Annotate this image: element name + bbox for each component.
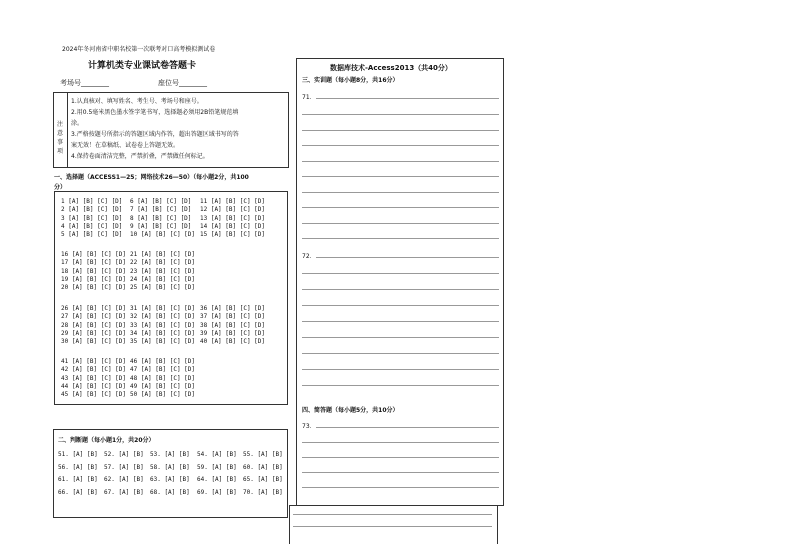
answer-line[interactable] (302, 305, 499, 306)
answer-line[interactable] (302, 337, 499, 338)
choice-question-49[interactable]: 49 [A] [B] [C] [D] (130, 382, 196, 390)
judge-question-64[interactable]: 64. [A] [B] (197, 476, 237, 483)
judge-question-70[interactable]: 70. [A] [B] (243, 488, 283, 496)
answer-line[interactable] (302, 130, 499, 131)
answer-line[interactable] (302, 289, 499, 290)
answer-line[interactable] (302, 223, 499, 224)
judge-question-56[interactable]: 56. [A] [B] (58, 463, 98, 471)
card-title: 计算机类专业课试卷答题卡 (88, 61, 197, 71)
judge-question-67[interactable]: 67. [A] [B] (104, 488, 144, 496)
choice-question-29[interactable]: 29 [A] [B] [C] [D] (61, 329, 127, 337)
judge-question-63[interactable]: 63. [A] [B] (150, 476, 190, 483)
choice-question-11[interactable]: 11 [A] [B] [C] [D] (200, 198, 266, 205)
choice-question-26[interactable]: 26 [A] [B] [C] [D] (61, 305, 127, 312)
seat-no-field[interactable]: 座位号________ (158, 79, 207, 87)
choice-question-42[interactable]: 42 [A] [B] [C] [D] (61, 366, 127, 374)
choice-question-43[interactable]: 43 [A] [B] [C] [D] (61, 374, 127, 382)
answer-line[interactable] (302, 457, 499, 458)
answer-line[interactable] (302, 385, 499, 386)
choice-question-47[interactable]: 47 [A] [B] [C] [D] (130, 366, 196, 374)
choice-question-22[interactable]: 22 [A] [B] [C] [D] (130, 259, 196, 267)
section4-title: 四、简答题（每小题5分，共10分） (302, 407, 399, 414)
choice-question-34[interactable]: 34 [A] [B] [C] [D] (130, 329, 196, 337)
choice-question-9[interactable]: 9 [A] [B] [C] [D] (130, 222, 192, 230)
choice-question-44[interactable]: 44 [A] [B] [C] [D] (61, 382, 127, 390)
answer-line[interactable] (302, 207, 499, 208)
choice-question-6[interactable]: 6 [A] [B] [C] [D] (130, 198, 192, 205)
answer-line[interactable] (302, 145, 499, 146)
choice-question-10[interactable]: 10 [A] [B] [C] [D] (130, 231, 196, 239)
judge-question-53[interactable]: 53. [A] [B] (150, 451, 190, 458)
question-71-label: 71． (302, 94, 316, 101)
choice-question-46[interactable]: 46 [A] [B] [C] [D] (130, 358, 196, 365)
judge-question-58[interactable]: 58. [A] [B] (150, 463, 190, 471)
choice-question-3[interactable]: 3 [A] [B] [C] [D] (61, 214, 123, 222)
answer-line[interactable] (302, 114, 499, 115)
judge-question-54[interactable]: 54. [A] [B] (197, 451, 237, 458)
notice-item: 1.认真核对、填写姓名、考生号、考场号和座号。 (71, 98, 203, 105)
choice-question-15[interactable]: 15 [A] [B] [C] [D] (200, 231, 266, 239)
answer-line[interactable] (302, 273, 499, 274)
notice-divider (67, 92, 68, 168)
answer-line[interactable] (302, 442, 499, 443)
choice-question-2[interactable]: 2 [A] [B] [C] [D] (61, 206, 123, 214)
choice-question-25[interactable]: 25 [A] [B] [C] [D] (130, 284, 196, 292)
choice-question-37[interactable]: 37 [A] [B] [C] [D] (200, 313, 266, 321)
judge-question-59[interactable]: 59. [A] [B] (197, 463, 237, 471)
choice-question-5[interactable]: 5 [A] [B] [C] [D] (61, 231, 123, 239)
answer-line[interactable] (302, 321, 499, 322)
judge-question-52[interactable]: 52. [A] [B] (104, 451, 144, 458)
choice-question-14[interactable]: 14 [A] [B] [C] [D] (200, 222, 266, 230)
choice-question-19[interactable]: 19 [A] [B] [C] [D] (61, 275, 127, 283)
answer-line[interactable] (316, 98, 499, 99)
choice-question-23[interactable]: 23 [A] [B] [C] [D] (130, 267, 196, 275)
judge-question-57[interactable]: 57. [A] [B] (104, 463, 144, 471)
section1-title-cont: 分） (54, 184, 67, 191)
choice-question-35[interactable]: 35 [A] [B] [C] [D] (130, 338, 196, 346)
choice-question-38[interactable]: 38 [A] [B] [C] [D] (200, 321, 266, 329)
judge-question-66[interactable]: 66. [A] [B] (58, 488, 98, 496)
answer-line[interactable] (302, 353, 499, 354)
choice-question-4[interactable]: 4 [A] [B] [C] [D] (61, 222, 123, 230)
answer-line[interactable] (302, 487, 499, 488)
choice-question-13[interactable]: 13 [A] [B] [C] [D] (200, 214, 266, 222)
choice-question-16[interactable]: 16 [A] [B] [C] [D] (61, 251, 127, 258)
choice-question-8[interactable]: 8 [A] [B] [C] [D] (130, 214, 192, 222)
choice-question-36[interactable]: 36 [A] [B] [C] [D] (200, 305, 266, 312)
section1-title: 一、选择题（ACCESS1—25；网络技术26—50）（每小题2分，共100 (54, 174, 249, 181)
notice-item: 2.用0.5毫米黑色墨水签字笔书写，选择题必须用2B铅笔规范填 (71, 109, 239, 116)
choice-question-33[interactable]: 33 [A] [B] [C] [D] (130, 321, 196, 329)
choice-question-21[interactable]: 21 [A] [B] [C] [D] (130, 251, 196, 258)
answer-line[interactable] (316, 427, 499, 428)
choice-question-39[interactable]: 39 [A] [B] [C] [D] (200, 329, 266, 337)
notice-label: 注意事项 (57, 121, 64, 155)
answer-line[interactable] (302, 369, 499, 370)
access-title: 数据库技术-Access2013（共40分） (330, 64, 452, 72)
answer-line[interactable] (302, 472, 499, 473)
choice-question-12[interactable]: 12 [A] [B] [C] [D] (200, 206, 266, 214)
choice-question-31[interactable]: 31 [A] [B] [C] [D] (130, 305, 196, 312)
choice-question-17[interactable]: 17 [A] [B] [C] [D] (61, 259, 127, 267)
choice-question-40[interactable]: 40 [A] [B] [C] [D] (200, 338, 266, 346)
notice-item: 3.严格按题号所指示的答题区域内作答，超出答题区域书写的答 (71, 131, 239, 138)
answer-line[interactable] (316, 257, 499, 258)
judge-question-69[interactable]: 69. [A] [B] (197, 488, 237, 496)
exam-title: 2024年冬河南省中职名校第一次联考对口高考模拟测试卷 (62, 46, 216, 53)
judge-question-51[interactable]: 51. [A] [B] (58, 451, 98, 458)
choice-question-32[interactable]: 32 [A] [B] [C] [D] (130, 313, 196, 321)
answer-line[interactable] (302, 176, 499, 177)
choice-question-20[interactable]: 20 [A] [B] [C] [D] (61, 284, 127, 292)
choice-question-41[interactable]: 41 [A] [B] [C] [D] (61, 358, 127, 365)
choice-question-50[interactable]: 50 [A] [B] [C] [D] (130, 391, 196, 399)
section2-title: 二、判断题（每小题1分，共20分） (58, 437, 155, 444)
choice-question-24[interactable]: 24 [A] [B] [C] [D] (130, 275, 196, 283)
notice-item: 案无效！在草稿纸、试卷卷上答题无效。 (71, 142, 180, 149)
judge-question-61[interactable]: 61. [A] [B] (58, 476, 98, 483)
judge-question-65[interactable]: 65. [A] [B] (243, 476, 283, 483)
judge-question-68[interactable]: 68. [A] [B] (150, 488, 190, 496)
judge-question-55[interactable]: 55. [A] [B] (243, 451, 283, 458)
access-box (296, 58, 504, 506)
choice-question-30[interactable]: 30 [A] [B] [C] [D] (61, 338, 127, 346)
choice-question-1[interactable]: 1 [A] [B] [C] [D] (61, 198, 123, 205)
answer-line[interactable] (302, 161, 499, 162)
judge-question-60[interactable]: 60. [A] [B] (243, 463, 283, 471)
answer-line[interactable] (302, 238, 499, 239)
notice-item: 4.保持卷面清洁完整，严禁折叠，严禁做任何标记。 (71, 153, 209, 160)
choice-question-18[interactable]: 18 [A] [B] [C] [D] (61, 267, 127, 275)
judge-question-62[interactable]: 62. [A] [B] (104, 476, 144, 483)
question-72-label: 72． (302, 253, 316, 260)
choice-question-48[interactable]: 48 [A] [B] [C] [D] (130, 374, 196, 382)
choice-question-45[interactable]: 45 [A] [B] [C] [D] (61, 391, 127, 399)
question-73-label: 73． (302, 423, 316, 430)
choice-question-28[interactable]: 28 [A] [B] [C] [D] (61, 321, 127, 329)
exam-no-field[interactable]: 考场号________ (60, 79, 109, 87)
choice-question-7[interactable]: 7 [A] [B] [C] [D] (130, 206, 192, 214)
section3-title: 三、实训题（每小题8分，共16分） (302, 77, 399, 84)
choice-question-27[interactable]: 27 [A] [B] [C] [D] (61, 313, 127, 321)
answer-line[interactable] (302, 192, 499, 193)
notice-list (71, 96, 239, 162)
answer-extension-box (289, 505, 498, 544)
notice-item: 涂。 (71, 120, 84, 127)
